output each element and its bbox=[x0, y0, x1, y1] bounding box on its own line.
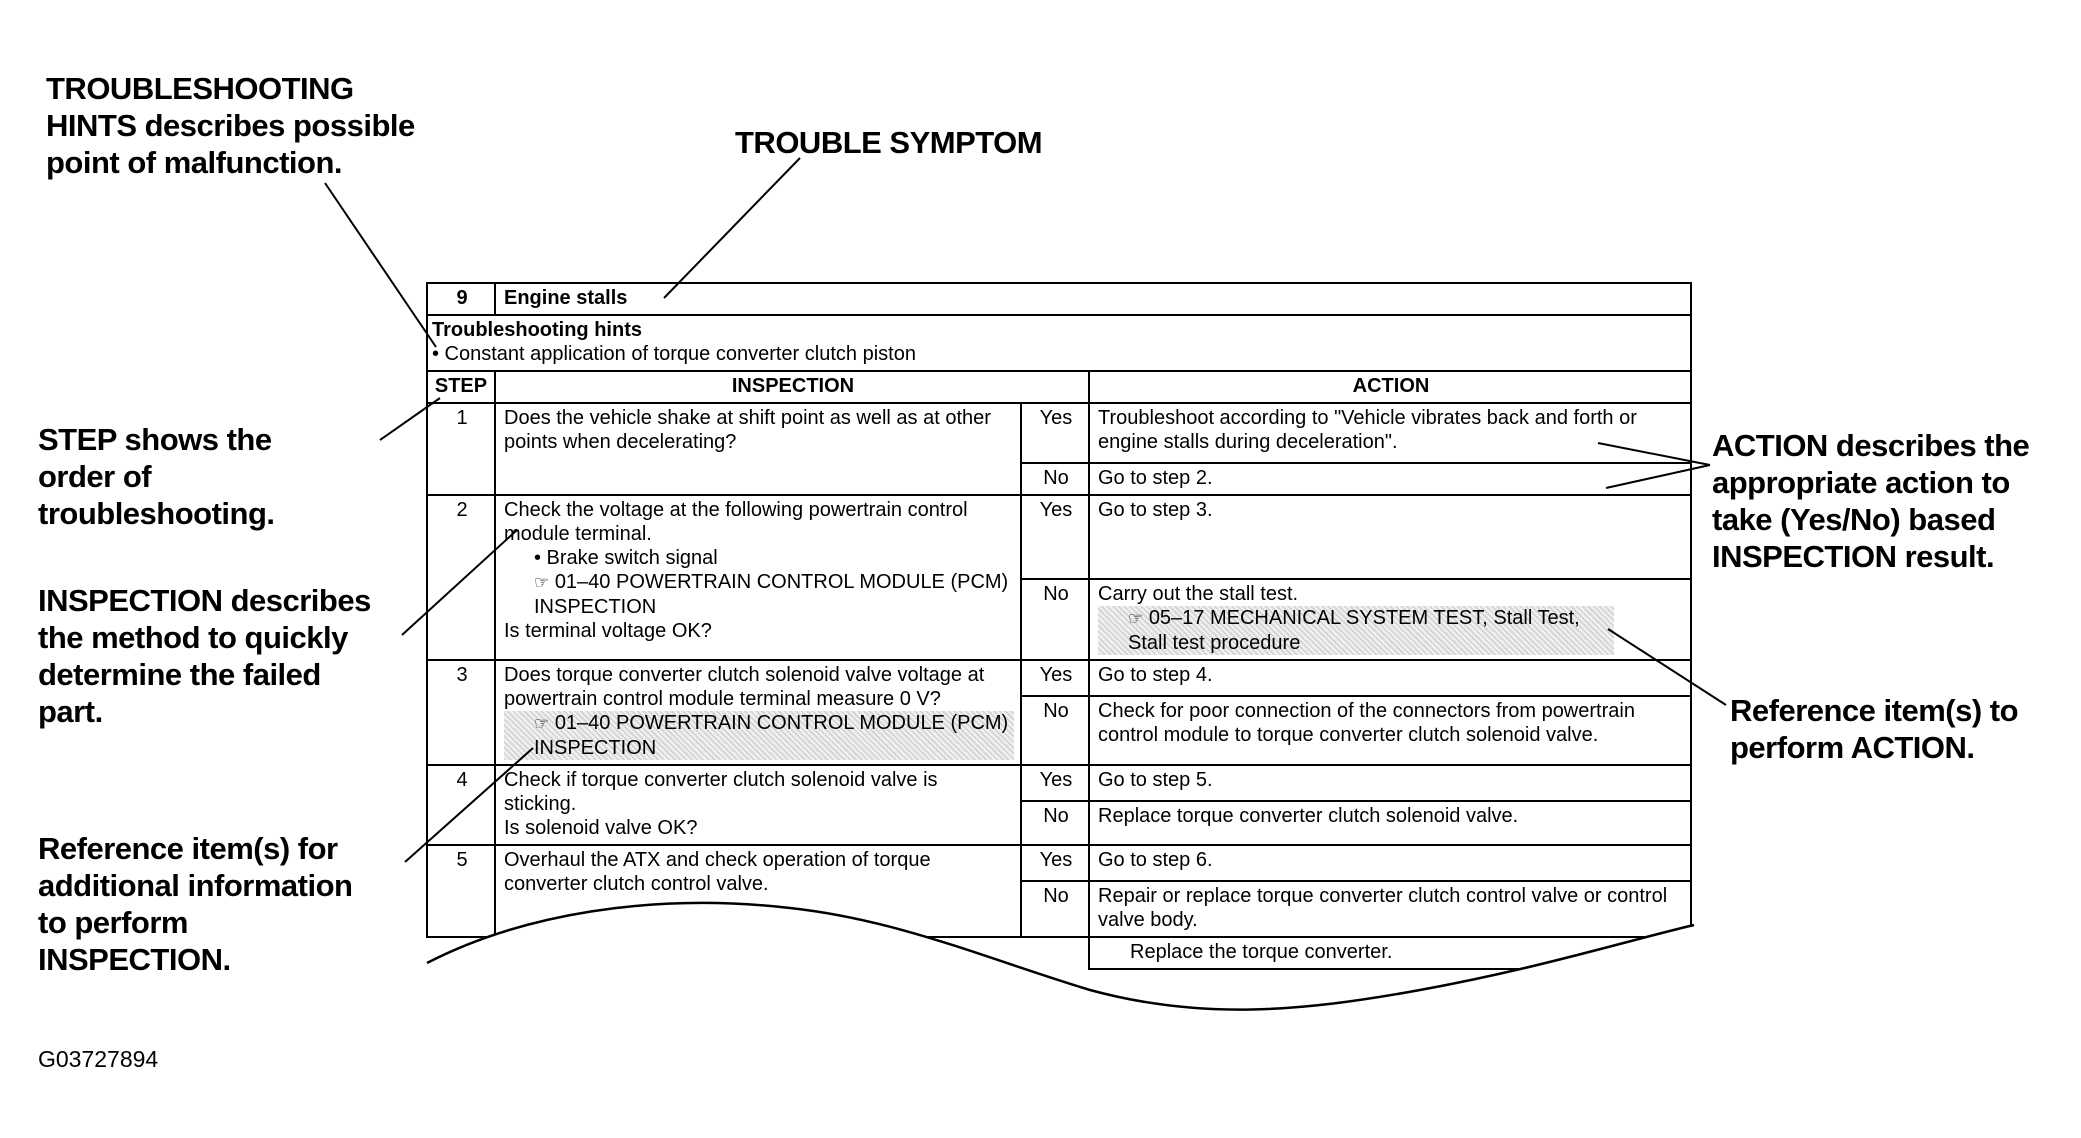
yes-action: Go to step 3. bbox=[1089, 495, 1691, 579]
no-action: Go to step 2. bbox=[1089, 463, 1691, 495]
callout-troubleshooting-hints: TROUBLESHOOTING HINTS describes possible point of malfunction. bbox=[46, 71, 415, 180]
reference-arrow-icon: ☞ bbox=[534, 714, 550, 733]
callout-reference-inspection: Reference item(s) for additional information to perform INSPECTION. bbox=[38, 831, 353, 977]
yes-label: Yes bbox=[1021, 495, 1089, 579]
callout-inspection: INSPECTION describes the method to quickly determine the failed part. bbox=[38, 583, 371, 729]
step-number: 2 bbox=[427, 495, 495, 660]
callout-action: ACTION describes the appropriate action to take (Yes/No) based INSPECTION result. bbox=[1712, 428, 2030, 574]
yes-action: Troubleshoot according to "Vehicle vibrates back and forth or engine stalls during deceleration". bbox=[1089, 403, 1691, 463]
header-inspection: INSPECTION bbox=[495, 371, 1089, 403]
step-number: 5 bbox=[427, 845, 495, 937]
inspection-reference: ☞ 01–40 POWERTRAIN CONTROL MODULE (PCM) INSPECTION bbox=[504, 711, 1014, 760]
leader-line-action-yes bbox=[1598, 443, 1710, 465]
tail-action: Replace the torque converter. bbox=[1089, 937, 1691, 969]
trouble-symptom: Engine stalls bbox=[495, 283, 1691, 315]
leader-line-reference-inspection bbox=[405, 748, 533, 862]
header-action: ACTION bbox=[1089, 371, 1691, 403]
no-label: No bbox=[1021, 801, 1089, 845]
leader-line-hints bbox=[325, 183, 436, 347]
inspection-text: Does torque converter clutch solenoid valve voltage at powertrain control module terminal measure 0 V? bbox=[504, 664, 985, 710]
yes-label: Yes bbox=[1021, 660, 1089, 696]
inspection-text: Check if torque converter clutch solenoid valve is sticking. bbox=[504, 769, 938, 815]
inspection-text: Overhaul the ATX and check operation of torque converter clutch control valve. bbox=[495, 845, 1021, 937]
yes-label: Yes bbox=[1021, 845, 1089, 881]
no-action: Check for poor connection of the connectors from powertrain control module to torque converter clutch solenoid valve. bbox=[1089, 696, 1691, 765]
leader-line-step bbox=[380, 398, 440, 440]
callout-step: STEP shows the order of troubleshooting. bbox=[38, 422, 275, 531]
inspection-question: Is terminal voltage OK? bbox=[504, 620, 712, 642]
inspection-text: Does the vehicle shake at shift point as well as at other points when decelerating? bbox=[495, 403, 1021, 495]
yes-label: Yes bbox=[1021, 765, 1089, 801]
inspection-bullet: • Brake switch signal bbox=[534, 547, 718, 569]
reference-arrow-icon: ☞ bbox=[534, 573, 550, 592]
reference-arrow-icon: ☞ bbox=[1128, 609, 1144, 628]
leader-line-symptom bbox=[664, 158, 800, 298]
leader-line-action-no bbox=[1606, 465, 1710, 488]
no-label: No bbox=[1021, 463, 1089, 495]
yes-action: Go to step 6. bbox=[1089, 845, 1691, 881]
inspection-text: Check the voltage at the following powertrain control module terminal. bbox=[504, 499, 968, 545]
inspection-question: Is solenoid valve OK? bbox=[504, 817, 698, 839]
callout-trouble-symptom: TROUBLE SYMPTOM bbox=[735, 125, 1043, 160]
hints-item: • Constant application of torque converter clutch piston bbox=[432, 343, 916, 365]
step-number: 1 bbox=[427, 403, 495, 495]
leader-line-inspection bbox=[402, 530, 517, 635]
yes-action: Go to step 5. bbox=[1089, 765, 1691, 801]
no-label: No bbox=[1021, 696, 1089, 765]
leader-line-reference-action bbox=[1608, 629, 1726, 705]
no-label: No bbox=[1021, 579, 1089, 660]
action-reference: ☞ 05–17 MECHANICAL SYSTEM TEST, Stall Test, Stall test procedure bbox=[1098, 606, 1614, 655]
hints-title: Troubleshooting hints bbox=[432, 319, 642, 341]
callout-reference-action: Reference item(s) to perform ACTION. bbox=[1730, 693, 2019, 765]
symptom-number: 9 bbox=[427, 283, 495, 315]
no-label: No bbox=[1021, 881, 1089, 937]
no-action: Carry out the stall test. bbox=[1098, 583, 1299, 605]
inspection-reference: ☞ 01–40 POWERTRAIN CONTROL MODULE (PCM) INSPECTION bbox=[534, 571, 1009, 618]
step-number: 3 bbox=[427, 660, 495, 765]
yes-action: Go to step 4. bbox=[1089, 660, 1691, 696]
figure-id: G03727894 bbox=[38, 1046, 159, 1072]
header-step: STEP bbox=[427, 371, 495, 403]
yes-label: Yes bbox=[1021, 403, 1089, 463]
no-action: Repair or replace torque converter clutch control valve or control valve body. bbox=[1089, 881, 1691, 937]
no-action: Replace torque converter clutch solenoid valve. bbox=[1089, 801, 1691, 845]
step-number: 4 bbox=[427, 765, 495, 845]
